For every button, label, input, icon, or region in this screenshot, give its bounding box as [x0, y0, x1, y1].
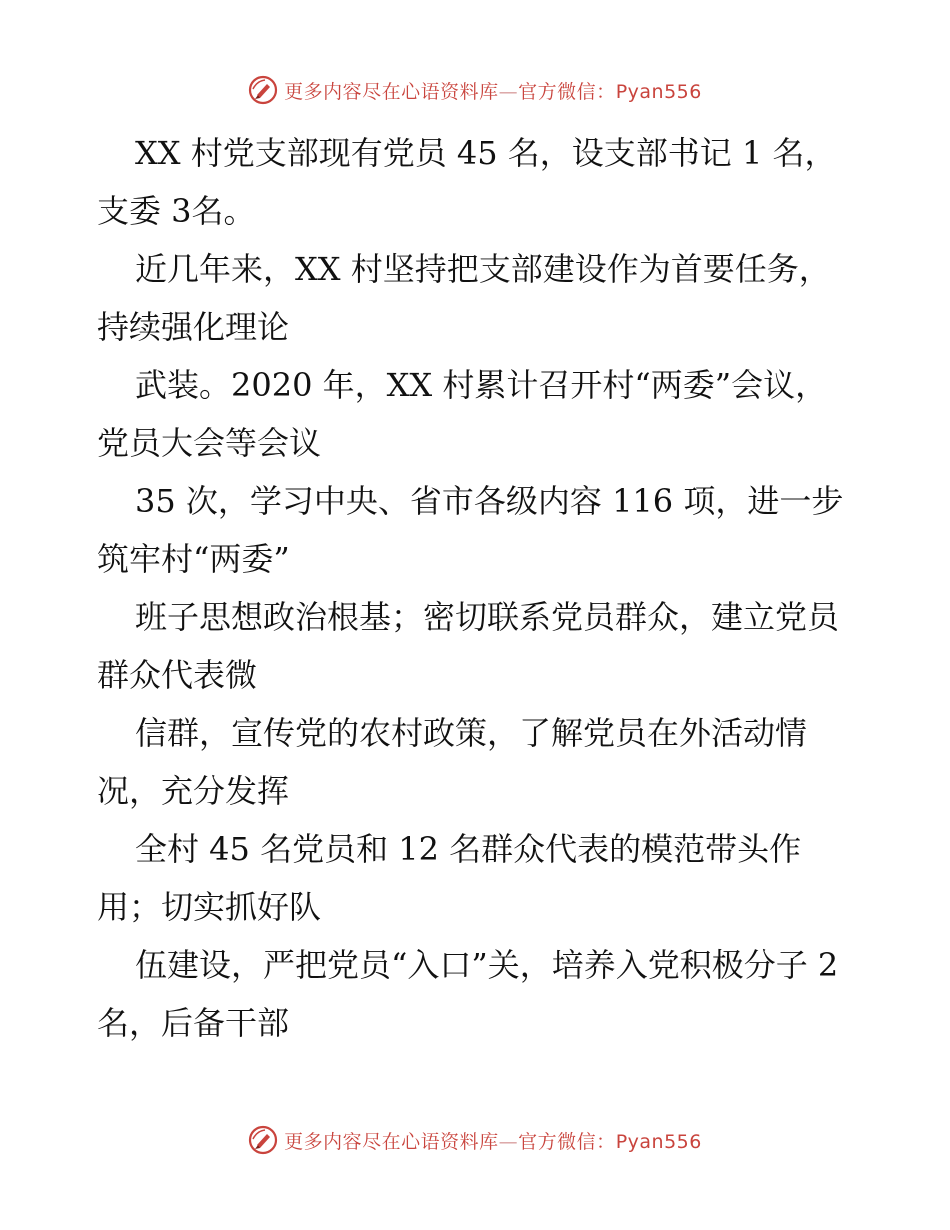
watermark-wechat-id: Pyan556	[615, 1130, 702, 1153]
document-body	[97, 124, 857, 1052]
logo-icon	[248, 1125, 278, 1155]
paragraph: 伍建设，严把党员“入口”关，培养入党积极分子 2名，后备干部	[97, 946, 839, 1042]
watermark-label: 官方微信：	[518, 80, 616, 103]
watermark-wechat-id: Pyan556	[615, 80, 702, 103]
header-watermark	[0, 72, 950, 108]
watermark-separator: —	[498, 80, 519, 103]
watermark-separator: —	[498, 1130, 519, 1153]
paragraph: 武装。2020 年，XX 村累计召开村“两委”会议，党员大会等会议	[97, 366, 828, 462]
footer-watermark	[0, 1122, 950, 1158]
logo-icon	[248, 75, 278, 105]
watermark-text	[284, 1127, 702, 1154]
paragraph: 班子思想政治根基；密切联系党员群众，建立党员群众代表微	[97, 598, 840, 694]
paragraph: 35 次，学习中央、省市各级内容 116 项，进一步筑牢村“两委”	[97, 482, 844, 578]
paragraph: 近几年来，XX 村坚持把支部建设作为首要任务，持续强化理论	[97, 250, 831, 346]
paragraph: XX 村党支部现有党员 45 名，设支部书记 1 名，支委 3名。	[97, 134, 837, 230]
paragraph: 全村 45 名党员和 12 名群众代表的模范带头作用；切实抓好队	[97, 830, 802, 926]
watermark-label: 官方微信：	[518, 1130, 616, 1153]
watermark-site: 更多内容尽在心语资料库	[284, 80, 499, 103]
watermark-site: 更多内容尽在心语资料库	[284, 1130, 499, 1153]
watermark-text	[284, 77, 702, 104]
paragraph: 信群，宣传党的农村政策，了解党员在外活动情况，充分发挥	[97, 714, 808, 810]
